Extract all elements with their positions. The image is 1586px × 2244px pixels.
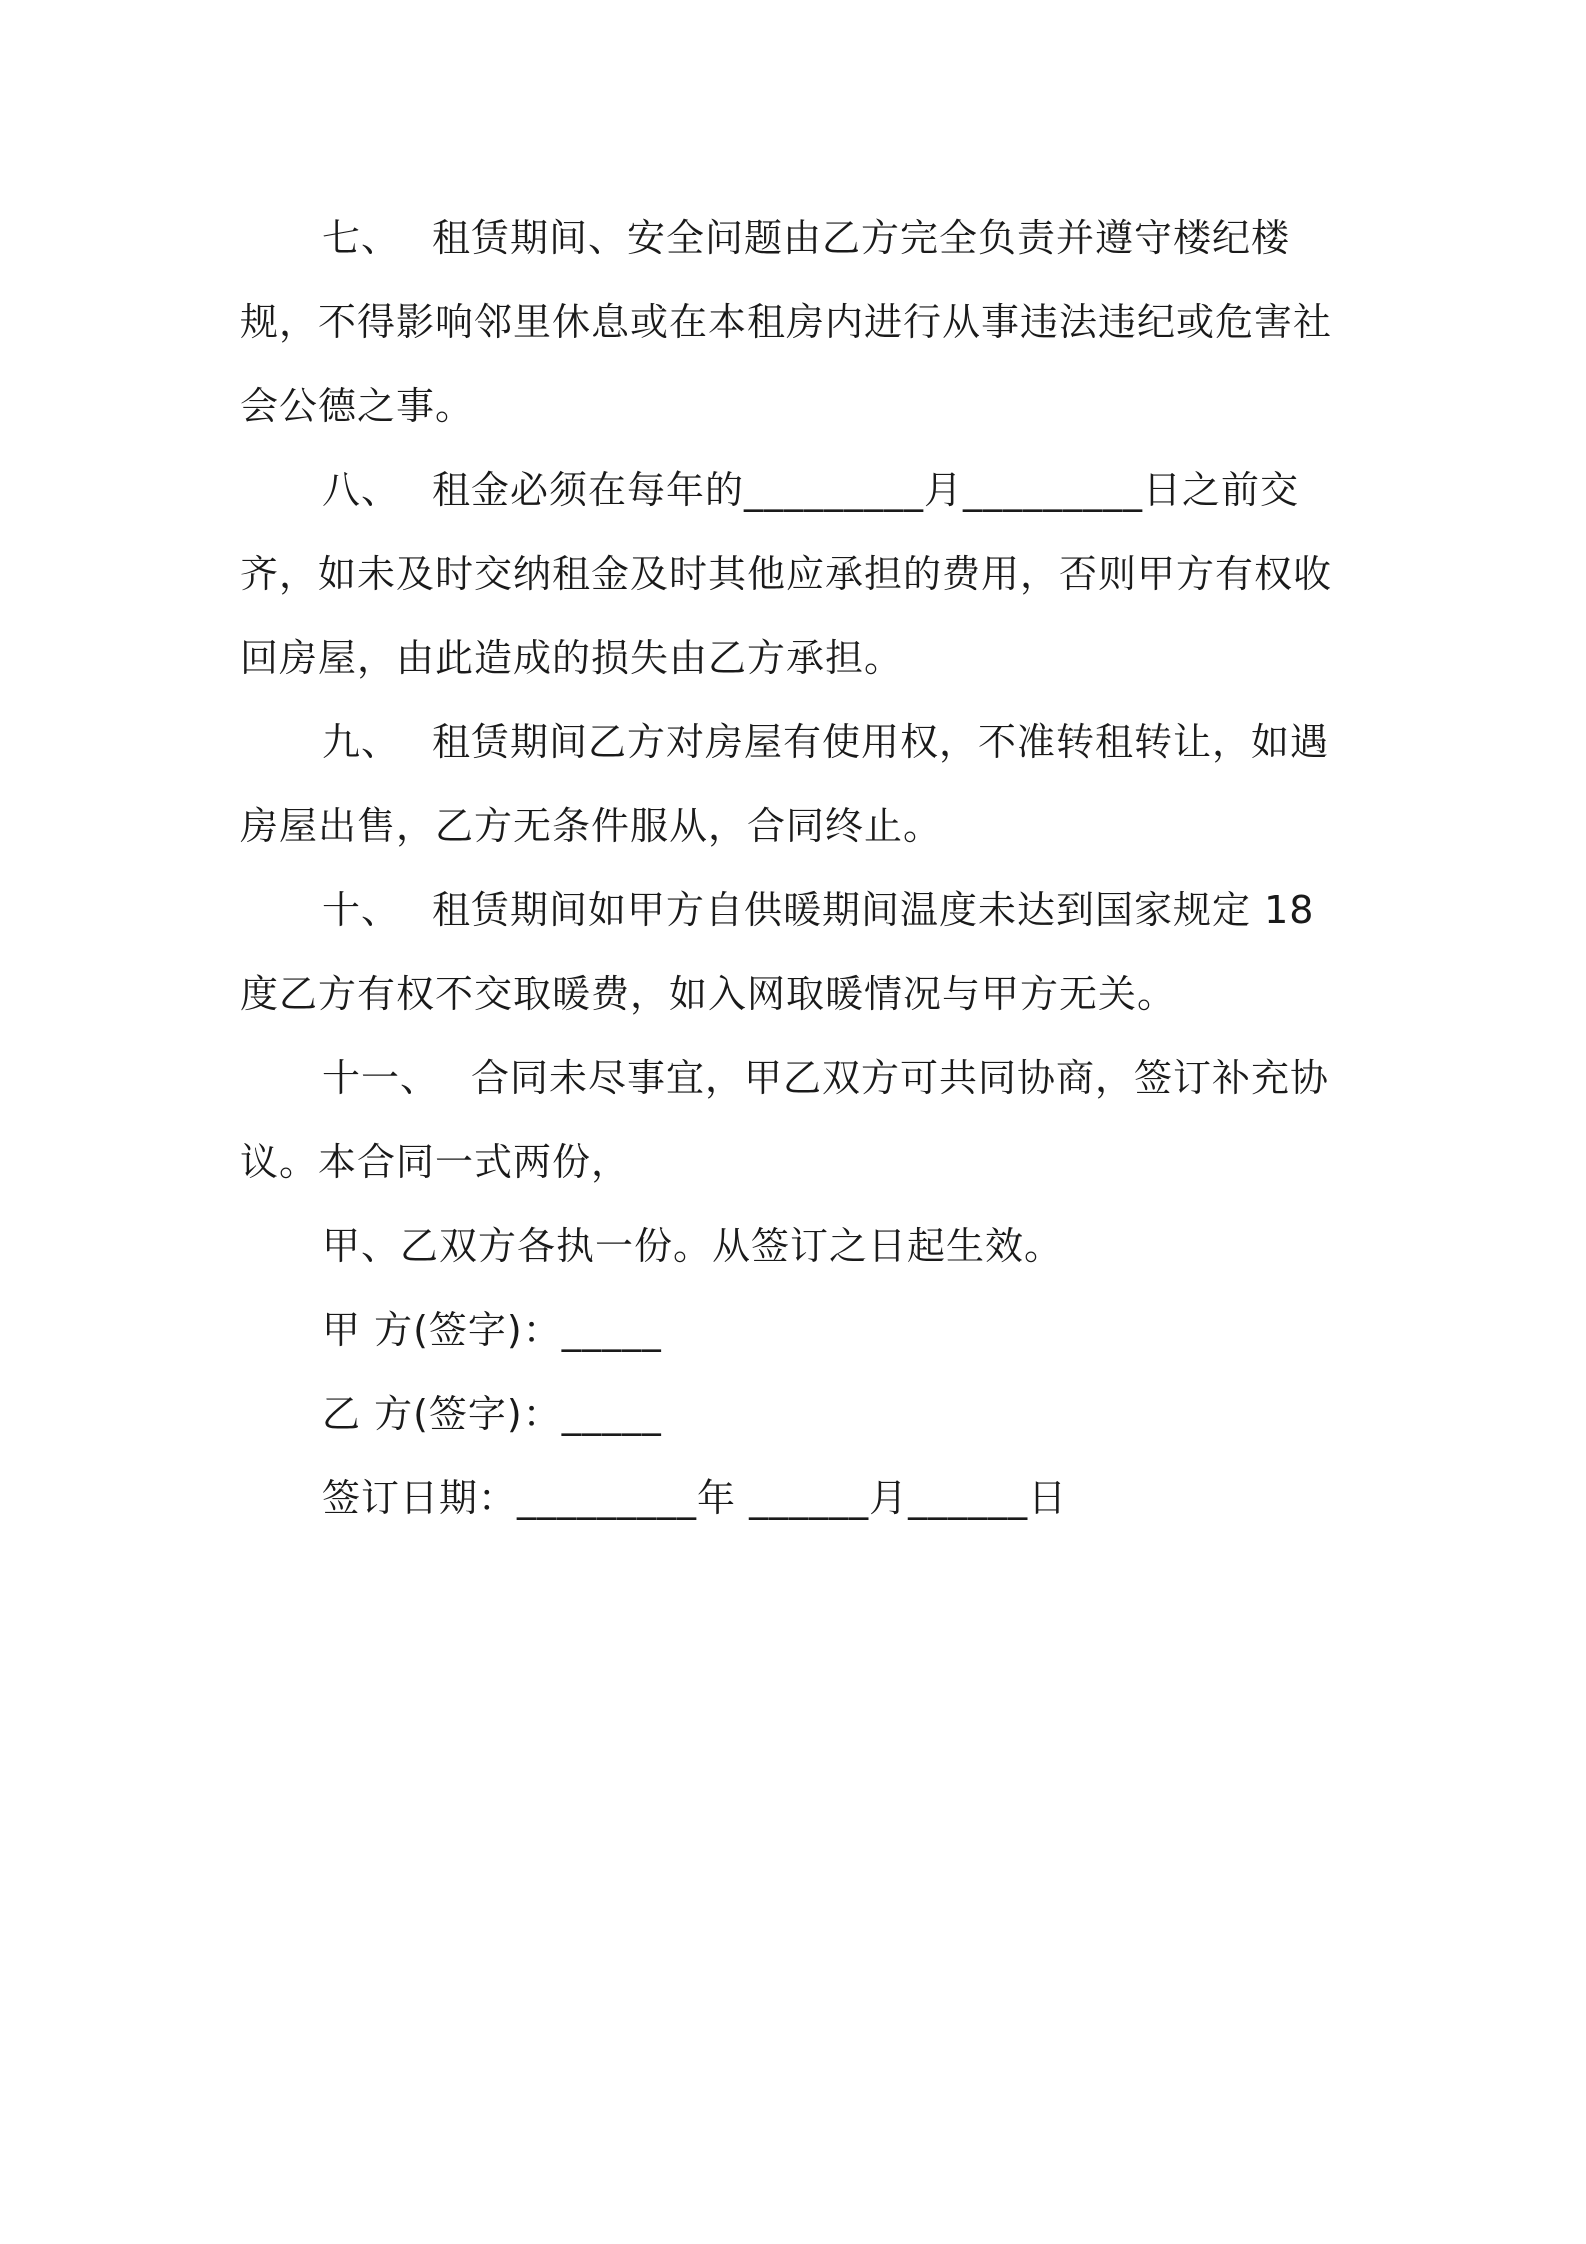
clause-10 bbox=[240, 868, 1354, 1036]
clause-number: 九、 bbox=[322, 720, 401, 764]
clause-text: 租金必须在每年的_________月_________日之前交齐，如未及时交纳租金及时其他应承担的费用，否则甲方有权收回房屋，由此造成的损失由乙方承担。 bbox=[240, 468, 1333, 680]
closing-statement: 甲、乙双方各执一份。从签订之日起生效。 bbox=[322, 1224, 1064, 1268]
clause-9 bbox=[240, 700, 1354, 868]
contract-body bbox=[240, 196, 1354, 1540]
clause-number: 八、 bbox=[322, 468, 401, 512]
party-b-signature: 乙 方(签字)：_____ bbox=[322, 1392, 662, 1436]
party-a-signature: 甲 方(签字)：_____ bbox=[322, 1308, 662, 1352]
clause-11 bbox=[240, 1036, 1354, 1204]
clause-text: 租赁期间、安全问题由乙方完全负责并遵守楼纪楼规，不得影响邻里休息或在本租房内进行从事违法违纪或危害社会公德之事。 bbox=[240, 216, 1333, 428]
clause-number: 十一、 bbox=[322, 1056, 440, 1100]
clause-text: 租赁期间乙方对房屋有使用权，不准转租转让，如遇房屋出售，乙方无条件服从，合同终止。 bbox=[240, 720, 1330, 848]
clause-7 bbox=[240, 196, 1354, 448]
signing-date: 签订日期：_________年 ______月______日 bbox=[322, 1476, 1068, 1520]
clause-number: 十、 bbox=[322, 888, 401, 932]
clause-text: 合同未尽事宜，甲乙双方可共同协商，签订补充协议。本合同一式两份， bbox=[240, 1056, 1330, 1184]
clause-number: 七、 bbox=[322, 216, 401, 260]
clause-8 bbox=[240, 448, 1354, 700]
clause-text: 租赁期间如甲方自供暖期间温度未达到国家规定 18 度乙方有权不交取暖费，如入网取暖情况与甲方无关。 bbox=[240, 888, 1315, 1016]
